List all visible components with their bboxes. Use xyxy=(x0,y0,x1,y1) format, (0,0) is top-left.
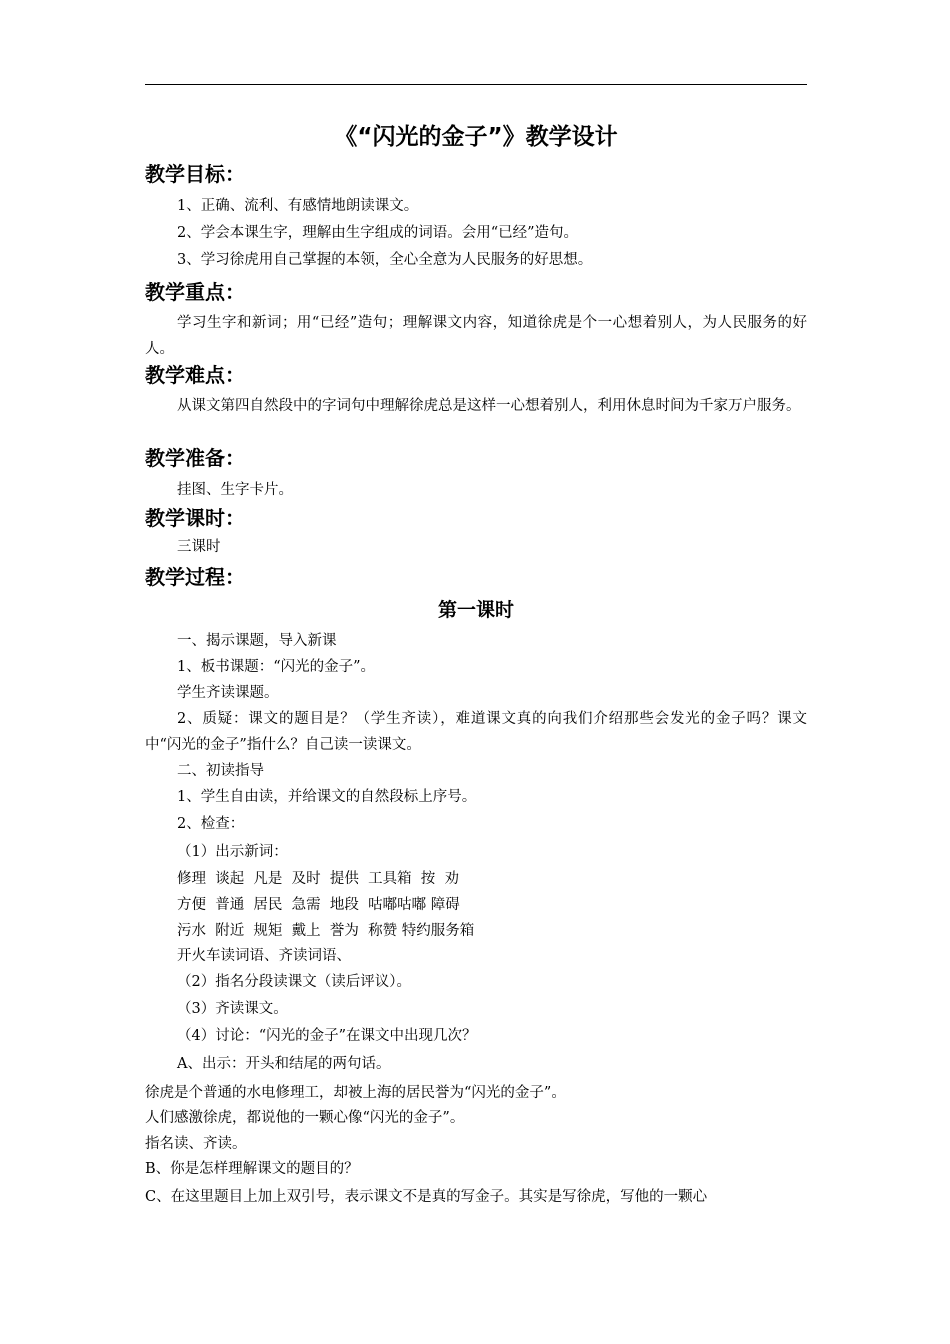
key-points-text: 学习生字和新词；用“已经”造句；理解课文内容，知道徐虎是个一心想着别人，为人民服务的好人。 xyxy=(145,315,807,357)
process-line: （1）出示新词： xyxy=(177,844,288,860)
key-points-heading: 教学重点： xyxy=(145,280,245,304)
process-line: A、出示：开头和结尾的两句话。 xyxy=(177,1056,391,1072)
header-rule xyxy=(145,84,807,85)
lesson-one-title: 第一课时 xyxy=(437,599,514,621)
preparation-text: 挂图、生字卡片。 xyxy=(177,482,293,498)
document-title: 《“闪光的金子”》教学设计 xyxy=(334,124,618,150)
quote-line: 人们感激徐虎，都说他的一颗心像“闪光的金子”。 xyxy=(145,1110,465,1126)
process-line: 1、板书课题：“闪光的金子”。 xyxy=(177,659,376,675)
process-line: 学生齐读课题。 xyxy=(177,685,279,701)
process-heading: 教学过程： xyxy=(145,565,245,589)
vocab-row: 修理 谈起 凡是 及时 提供 工具箱 按 劝 xyxy=(177,871,460,887)
process-line: B、你是怎样理解课文的题目的？ xyxy=(145,1161,359,1177)
question-paragraph: 2、质疑：课文的题目是？（学生齐读），难道课文真的向我们介绍那些会发光的金子吗？课文中“闪光的金子”指什么？自己读一读课文。 xyxy=(145,711,807,753)
vocab-row: 方便 普通 居民 急需 地段 咕嘟咕嘟 障碍 xyxy=(177,897,460,913)
difficulties-text: 从课文第四自然段中的字词句中理解徐虎总是这样一心想着别人，利用休息时间为千家万户服务。 xyxy=(177,398,801,414)
process-line: 指名读、齐读。 xyxy=(145,1136,247,1152)
process-line: 2、检查： xyxy=(177,816,245,832)
preparation-heading: 教学准备： xyxy=(145,446,245,470)
goals-heading: 教学目标： xyxy=(145,162,245,186)
process-line: （4）讨论：“闪光的金子”在课文中出现几次？ xyxy=(177,1028,477,1044)
goal-item-3: 3、学习徐虎用自己掌握的本领，全心全意为人民服务的好思想。 xyxy=(177,252,593,268)
goal-item-1: 1、正确、流利、有感情地朗读课文。 xyxy=(177,198,419,214)
quote-line: 徐虎是个普通的水电修理工，却被上海的居民誉为“闪光的金子”。 xyxy=(145,1085,566,1101)
process-line: （2）指名分段读课文（读后评议）。 xyxy=(177,974,411,990)
duration-text: 三课时 xyxy=(177,539,221,555)
difficulties-heading: 教学难点： xyxy=(145,363,245,387)
process-line: 一、揭示课题，导入新课 xyxy=(177,633,337,649)
goal-item-2: 2、学会本课生字，理解由生字组成的词语。会用“已经”造句。 xyxy=(177,225,579,241)
process-line: 开火车读词语、齐读词语、 xyxy=(177,948,351,964)
duration-heading: 教学课时： xyxy=(145,506,245,530)
process-line: 二、初读指导 xyxy=(177,763,264,779)
vocab-row: 污水 附近 规矩 戴上 誉为 称赞 特约服务箱 xyxy=(177,923,475,939)
process-line: （3）齐读课文。 xyxy=(177,1001,288,1017)
process-line: 1、学生自由读，并给课文的自然段标上序号。 xyxy=(177,789,477,805)
process-line: C、在这里题目上加上双引号，表示课文不是真的写金子。其实是写徐虎，写他的一颗心 xyxy=(145,1189,708,1205)
